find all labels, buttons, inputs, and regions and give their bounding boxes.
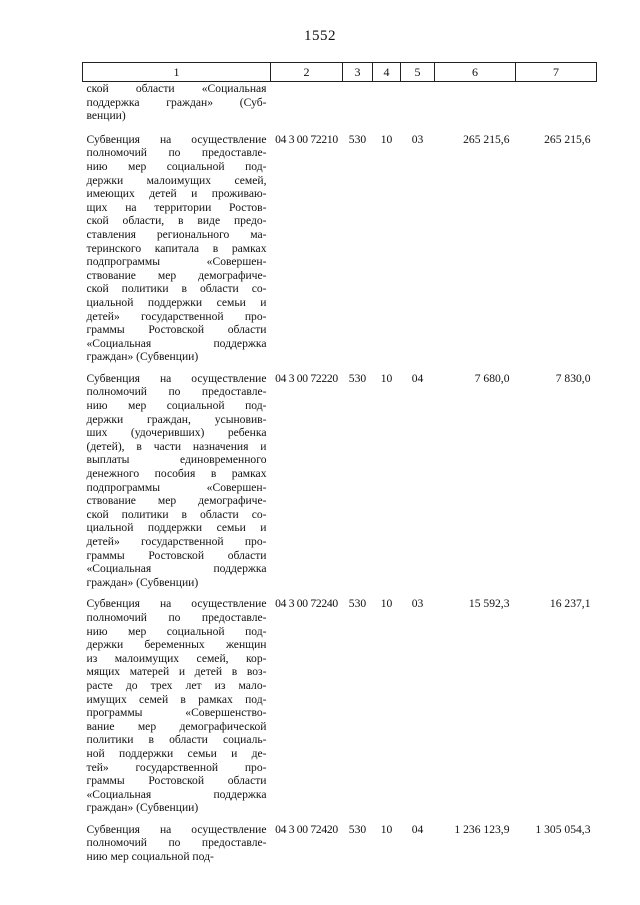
table-row [83, 597, 597, 823]
subsection: 04 [411, 822, 424, 836]
row-description [83, 82, 271, 133]
description-line: ших (удочеривших) ребенка [86, 426, 267, 440]
description-line: тей» государственной про- [86, 760, 267, 774]
budget-table [82, 62, 597, 872]
page-number: 1552 [304, 28, 336, 44]
column-header-4: 4 [373, 63, 401, 82]
section: 10 [380, 597, 393, 611]
description-line: ской политики в области со- [86, 507, 267, 521]
description-line: нию мер социальной под- [86, 399, 267, 413]
amount-year-1: 1 236 123,9 [454, 822, 510, 836]
description-line: полномочий по предоставле- [86, 836, 267, 850]
column-header-2: 2 [271, 63, 343, 82]
description-line: держки граждан, усыновив- [86, 412, 267, 426]
row-description [83, 133, 271, 372]
amount-year-1: 265 215,6 [463, 132, 510, 146]
description-line: ствование мер демографиче- [86, 268, 267, 282]
target-code: 04 3 00 72240 [275, 597, 338, 611]
description-line: теринского капитала в рамках [86, 241, 267, 255]
description-line: нию мер социальной под- [86, 624, 267, 638]
row-description [83, 372, 271, 598]
description-line: вание мер демографической [86, 719, 267, 733]
description-line: подпрограммы «Совершен- [86, 255, 267, 269]
expense-type: 530 [348, 597, 367, 611]
description-line: полномочий по предоставле- [86, 146, 267, 160]
column-header-1: 1 [83, 63, 271, 82]
description-line: ской области, в виде предо- [86, 214, 267, 228]
column-header-3: 3 [343, 63, 373, 82]
description-line: «Социальная поддержка [86, 336, 267, 350]
description-line: держки малоимущих семей, [86, 173, 267, 187]
target-code: 04 3 00 72420 [275, 822, 338, 836]
description-line: граждан» (Субвенции) [86, 350, 199, 364]
description-line: граммы Ростовской области [86, 774, 267, 788]
column-header-5: 5 [401, 63, 435, 82]
description-line: выплаты единовременного [86, 453, 267, 467]
description-line: нию мер социальной под- [86, 850, 214, 864]
description-line: денежного пособия в рамках [86, 467, 267, 481]
description-line: (детей), в части назначения и [86, 439, 267, 453]
description-line: имущих семей в рамках под- [86, 692, 267, 706]
description-line: мящих матерей и детей в воз- [86, 665, 267, 679]
description-line: ствование мер демографиче- [86, 494, 267, 508]
description-line: Субвенция на осуществление [86, 371, 267, 385]
expense-type: 530 [348, 371, 367, 385]
row-description [83, 597, 271, 823]
description-line: полномочий по предоставле- [86, 610, 267, 624]
subsection: 03 [411, 132, 424, 146]
description-line: ставления регионального ма- [86, 227, 267, 241]
description-line: поддержка граждан» (Суб- [86, 95, 267, 109]
description-line: расте до трех лет из мало- [86, 678, 267, 692]
section: 10 [380, 371, 393, 385]
column-header-6: 6 [435, 63, 516, 82]
continuation-row [83, 82, 597, 133]
description-line: циальной поддержки семьи и [86, 521, 267, 535]
column-header-7: 7 [516, 63, 597, 82]
description-line: Субвенция на осуществление [86, 597, 267, 611]
amount-year-2: 265 215,6 [544, 132, 591, 146]
description-line: граждан» (Субвенции) [86, 575, 199, 589]
table-header [83, 63, 597, 82]
target-code: 04 3 00 72220 [275, 371, 338, 385]
amount-year-2: 16 237,1 [549, 597, 591, 611]
description-line: детей» государственной про- [86, 309, 267, 323]
description-line: ской политики в области со- [86, 282, 267, 296]
description-line: венции) [86, 109, 126, 123]
subsection: 03 [411, 597, 424, 611]
section: 10 [380, 132, 393, 146]
description-line: детей» государственной про- [86, 535, 267, 548]
description-line: «Социальная поддержка [86, 787, 267, 801]
description-line: циальной поддержки семьи и [86, 295, 267, 309]
target-code: 04 3 00 72210 [275, 132, 338, 146]
section: 10 [380, 822, 393, 836]
expense-type: 530 [348, 132, 367, 146]
amount-year-1: 7 680,0 [474, 371, 510, 385]
description-line: Субвенция на осуществление [86, 132, 267, 146]
description-line: граждан» (Субвенции) [86, 801, 199, 815]
amount-year-1: 15 592,3 [468, 597, 510, 611]
description-line: подпрограммы «Совершен- [86, 480, 267, 494]
description-line: держки беременных женщин [86, 638, 267, 652]
table-row [83, 372, 597, 598]
description-line: имеющих детей и проживаю- [86, 187, 267, 201]
table-row [83, 133, 597, 372]
amount-year-2: 1 305 054,3 [535, 822, 591, 836]
description-line: щих на территории Ростов- [86, 200, 267, 214]
description-line: нию мер социальной под- [86, 159, 267, 173]
description-line: «Социальная поддержка [86, 562, 267, 576]
description-line: ной поддержки семьи и де- [86, 746, 267, 760]
description-line: граммы Ростовской области [86, 323, 267, 337]
subsection: 04 [411, 371, 424, 385]
description-line: политики в области социаль- [86, 733, 267, 747]
description-line: Субвенция на осуществление [86, 822, 267, 836]
description-line: программы «Совершенство- [86, 706, 267, 720]
description-line: из малоимущих семей, кор- [86, 651, 267, 665]
expense-type: 530 [348, 822, 367, 836]
description-line: ской области «Социальная [86, 82, 267, 95]
description-line: полномочий по предоставле- [86, 385, 267, 399]
description-line: граммы Ростовской области [86, 548, 267, 562]
amount-year-2: 7 830,0 [555, 371, 591, 385]
row-description [83, 823, 271, 872]
table-row [83, 823, 597, 872]
